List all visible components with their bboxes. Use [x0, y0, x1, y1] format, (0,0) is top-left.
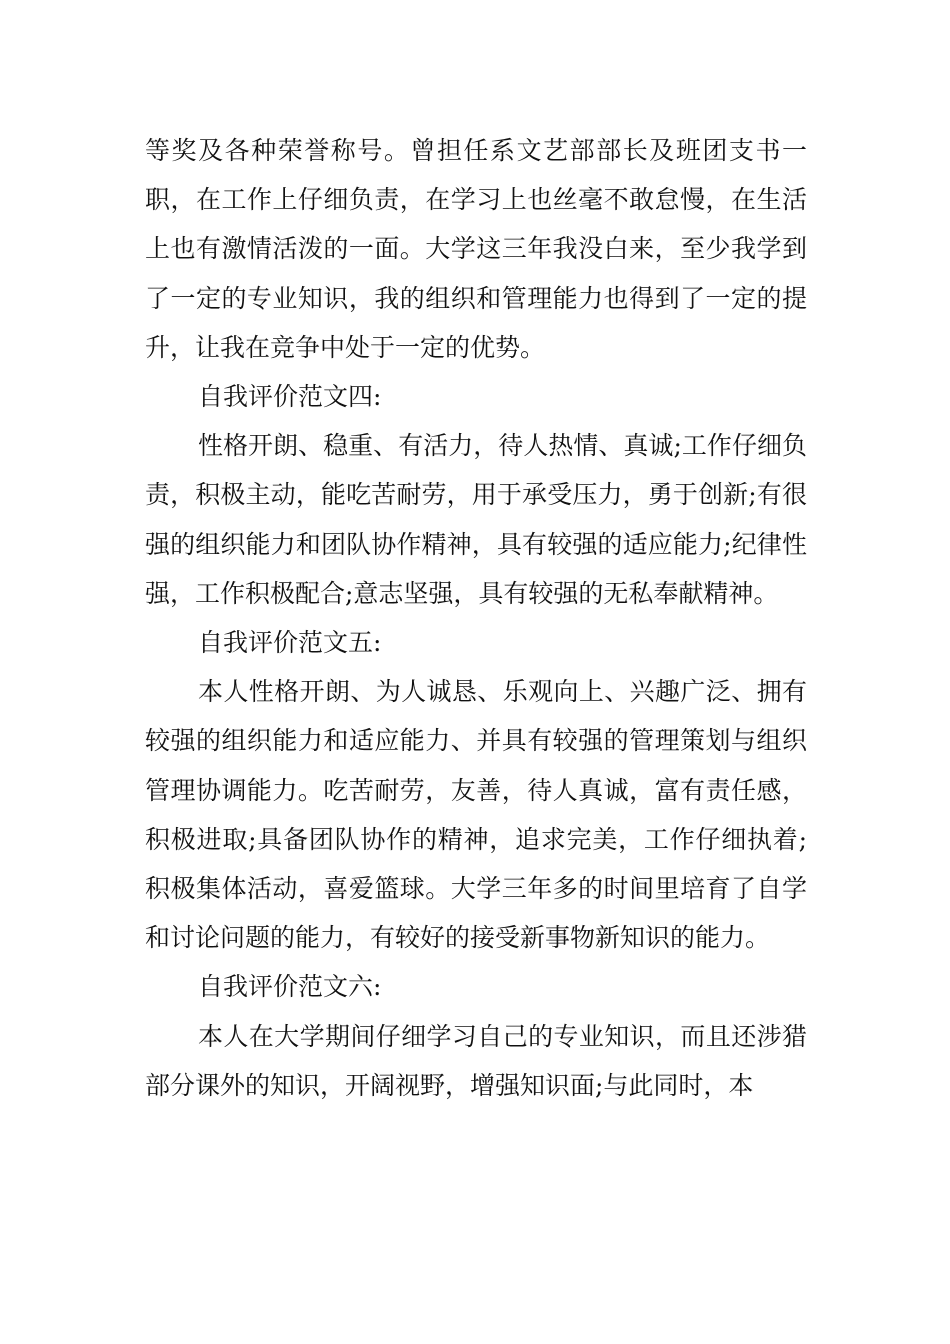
heading-sample-six: 自我评价范文六: — [198, 972, 382, 1002]
paragraph-sample-four: 性格开朗、稳重、有活力，待人热情、真诚;工作仔细负责，积极主动，能吃苦耐劳，用于承受压力，勇于创新;有很强的组织能力和团队协作精神，具有较强的适应能力;纪律性强，工作积极配合;意志坚强，具有较强的无私奉献精神。 — [145, 431, 807, 608]
paragraph-sample-five: 本人性格开朗、为人诚恳、乐观向上、兴趣广泛、拥有较强的组织能力和适应能力、并具有较强的管理策划与组织管理协调能力。吃苦耐劳，友善，待人真诚，富有责任感，积极进取;具备团队协作的精神，追求完美，工作仔细执着;积极集体活动，喜爱篮球。大学三年多的时间里培育了自学和讨论问题的能力，有较好的接受新事物新知识的能力。 — [145, 677, 807, 953]
document-body — [145, 126, 807, 1110]
paragraph-sample-six: 本人在大学期间仔细学习自己的专业知识，而且还涉猎部分课外的知识，开阔视野，增强知识面;与此同时，本 — [145, 1021, 807, 1100]
heading-sample-four: 自我评价范文四: — [198, 382, 382, 412]
paragraph-continuation: 等奖及各种荣誉称号。曾担任系文艺部部长及班团支书一职，在工作上仔细负责，在学习上也丝毫不敢怠慢，在生活上也有激情活泼的一面。大学这三年我没白来，至少我学到了一定的专业知识，我的组织和管理能力也得到了一定的提升，让我在竞争中处于一定的优势。 — [145, 136, 807, 362]
heading-sample-five: 自我评价范文五: — [198, 628, 382, 658]
